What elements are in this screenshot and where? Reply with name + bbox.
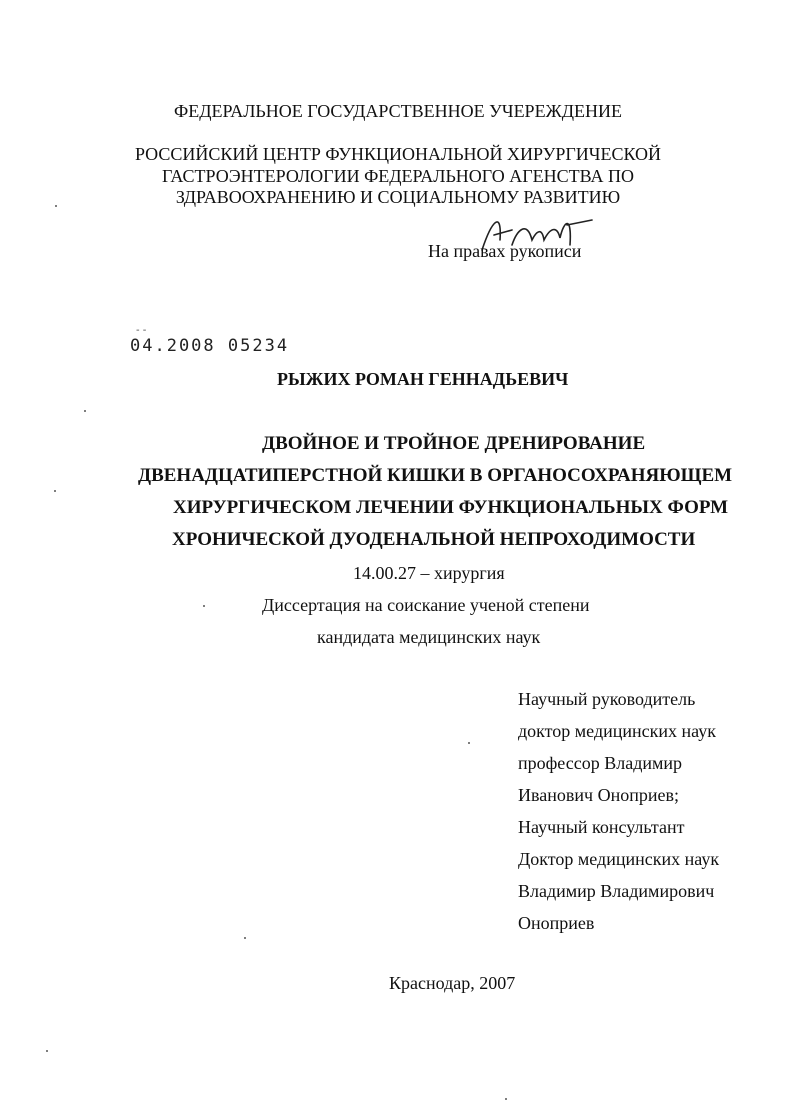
degree-line-2: кандидата медицинских наук [317, 627, 541, 647]
archive-tick-mark: - - [136, 325, 147, 336]
degree-line-1: Диссертация на соискание ученой степени [262, 595, 590, 615]
consultant-line-3: Владимир Владимирович [518, 881, 715, 901]
city-year: Краснодар, 2007 [389, 973, 516, 993]
supervisor-line-1: Научный руководитель [518, 689, 696, 709]
scan-speck [46, 1050, 48, 1052]
scan-speck [203, 605, 205, 607]
scan-speck [505, 1098, 507, 1100]
archive-number: 04.2008 05234 [130, 336, 290, 356]
consultant-line-1: Научный консультант [518, 817, 685, 837]
consultant-line-4: Оноприев [518, 913, 595, 933]
title-line-1: ДВОЙНОЕ И ТРОЙНОЕ ДРЕНИРОВАНИЕ [262, 433, 646, 454]
scan-speck [54, 490, 56, 492]
specialty-code: 14.00.27 – хирургия [353, 563, 505, 583]
title-line-3: ХИРУРГИЧЕСКОМ ЛЕЧЕНИИ ФУНКЦИОНАЛЬНЫХ ФОРМ [173, 497, 729, 518]
institution-line-2: РОССИЙСКИЙ ЦЕНТР ФУНКЦИОНАЛЬНОЙ ХИРУРГИЧЕСКОЙ [134, 144, 662, 164]
institution-line-4: ЗДРАВООХРАНЕНИЮ И СОЦИАЛЬНОМУ РАЗВИТИЮ [175, 187, 621, 207]
consultant-line-2: Доктор медицинских наук [518, 849, 720, 869]
title-line-2: ДВЕНАДЦАТИПЕРСТНОЙ КИШКИ В ОРГАНОСОХРАНЯЮЩЕМ [138, 465, 733, 486]
scan-speck [84, 410, 86, 412]
institution-line-3: ГАСТРОЭНТЕРОЛОГИИ ФЕДЕРАЛЬНОГО АГЕНСТВА ПО [161, 166, 635, 186]
author-name: РЫЖИХ РОМАН ГЕННАДЬЕВИЧ [277, 369, 569, 389]
scan-speck [244, 937, 246, 939]
supervisor-line-4: Иванович Оноприев; [518, 785, 679, 805]
institution-line-1: ФЕДЕРАЛЬНОЕ ГОСУДАРСТВЕННОЕ УЧЕРЕЖДЕНИЕ [174, 101, 622, 121]
title-line-4: ХРОНИЧЕСКОЙ ДУОДЕНАЛЬНОЙ НЕПРОХОДИМОСТИ [172, 529, 696, 550]
supervisor-line-2: доктор медицинских наук [518, 721, 716, 741]
supervisor-line-3: профессор Владимир [518, 753, 683, 773]
manuscript-note: На правах рукописи [428, 241, 582, 261]
scan-speck [468, 742, 470, 744]
scan-speck [55, 205, 57, 207]
